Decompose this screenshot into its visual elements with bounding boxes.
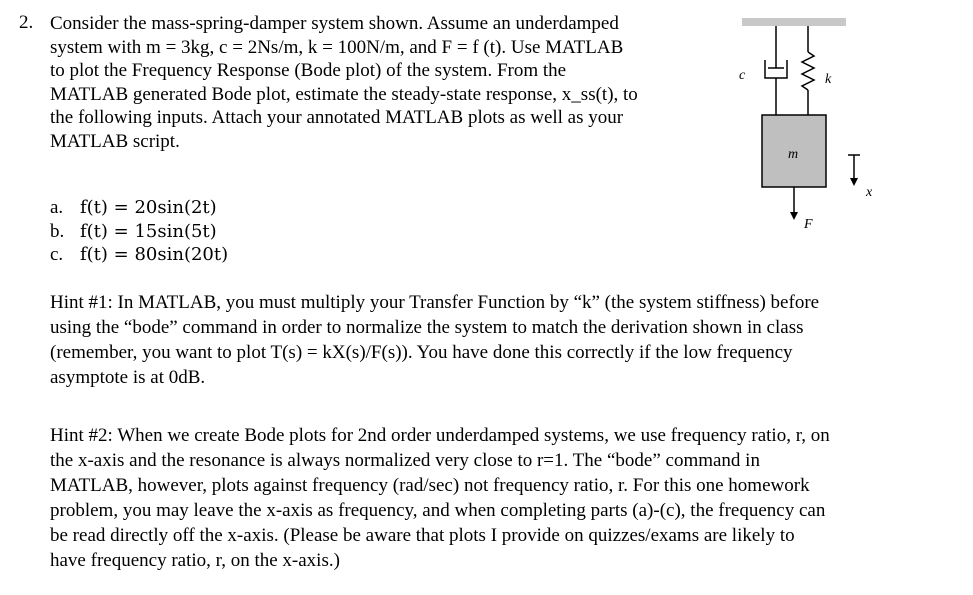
hint-line: asymptote is at 0dB. — [50, 367, 206, 388]
list-item — [50, 243, 228, 267]
hint-line: using the “bode” command in order to normalize the system to match the derivation shown in class — [50, 317, 804, 338]
mass-spring-damper-diagram — [720, 10, 880, 240]
hint-2 — [50, 423, 950, 573]
problem-statement — [50, 12, 710, 153]
force-label: F — [804, 217, 813, 232]
hint-line: problem, you may leave the x-axis as frequency, and when completing parts (a)-(c), the frequency can — [50, 500, 826, 521]
hint-line: (remember, you want to plot T(s) = kX(s)/F(s)). You have done this correctly if the low frequency — [50, 342, 793, 363]
hint-1 — [50, 290, 950, 390]
force-arrow — [790, 187, 798, 220]
item-label: c. — [50, 244, 64, 265]
displacement-label: x — [866, 185, 873, 200]
hint-line: have frequency ratio, r, on the x-axis.) — [50, 550, 340, 571]
hint-line: be read directly off the x-axis. (Please be aware that plots I provide on quizzes/exams are likely to — [50, 525, 795, 546]
displacement-arrow — [848, 155, 860, 186]
item-expression: f(t) = 80sin(20t) — [80, 244, 229, 265]
spring — [802, 26, 814, 115]
hint-line: Hint #1: In MATLAB, you must multiply your Transfer Function by “k” (the system stiffness) before — [50, 292, 820, 313]
list-item — [50, 220, 228, 244]
hint-line: Hint #2: When we create Bode plots for 2nd order underdamped systems, we use frequency ratio, r, on — [50, 425, 830, 446]
item-expression: f(t) = 20sin(2t) — [80, 197, 217, 218]
intro-line: Consider the mass-spring-damper system shown. Assume an underdamped — [50, 13, 619, 34]
intro-line: system with m = 3kg, c = 2Ns/m, k = 100N/m, and F = f (t). Use MATLAB — [50, 36, 624, 58]
hint-line: the x-axis and the resonance is always normalized very close to r=1. The “bode” command in — [50, 450, 760, 471]
intro-line: MATLAB script. — [50, 130, 180, 152]
intro-line: the following inputs. Attach your annotated MATLAB plots as well as your — [50, 107, 624, 128]
ground — [742, 18, 846, 26]
input-list — [50, 196, 228, 267]
item-expression: f(t) = 15sin(5t) — [80, 220, 217, 242]
item-label: a. — [50, 197, 64, 218]
mass-label: m — [788, 147, 799, 162]
intro-line: to plot the Frequency Response (Bode plot) of the system. From the — [50, 60, 567, 81]
damper-label: c — [739, 68, 746, 83]
item-label: b. — [50, 220, 65, 242]
damper — [765, 26, 787, 115]
spring-label: k — [825, 72, 832, 87]
problem-number: 2. — [19, 12, 34, 33]
intro-line: MATLAB generated Bode plot, estimate the steady-state response, x_ss(t), to — [50, 83, 638, 105]
hint-line: MATLAB, however, plots against frequency (rad/sec) not frequency ratio, r. For this one homework — [50, 475, 810, 496]
list-item — [50, 196, 228, 220]
